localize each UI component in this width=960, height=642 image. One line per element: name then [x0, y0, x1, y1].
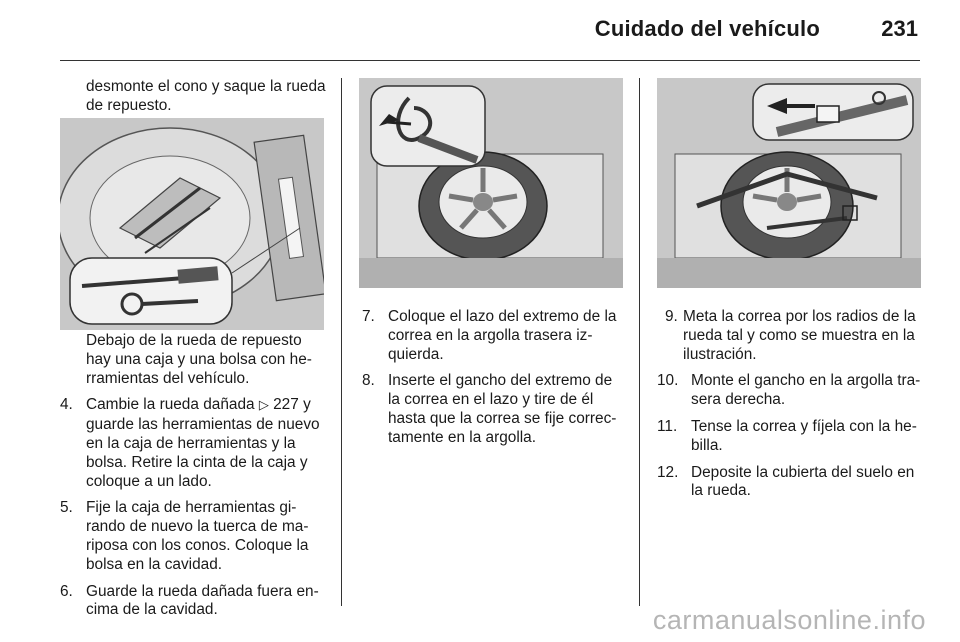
- steps-list-col1: [60, 396, 326, 620]
- step-number: 10.: [657, 372, 679, 390]
- header-rule: [60, 60, 920, 61]
- spare-wheel-tools-illustration: [60, 118, 324, 330]
- list-item: [657, 464, 923, 502]
- step-text: Guarde la rueda dañada fuera en-cima de la cavidad.: [86, 582, 319, 619]
- step-number: 4.: [60, 396, 73, 414]
- step-text: Inserte el gancho del extremo de la correa en el lazo y tire de él hasta que la correa se fije correc-tamente en la argolla.: [388, 372, 617, 446]
- step-text: Deposite la cubierta del suelo en la rueda.: [691, 463, 915, 500]
- list-item: [60, 499, 326, 574]
- strap-loop-illustration: [359, 78, 623, 288]
- step-text: 227 y guarde las herramientas de nuevo en la caja de herramientas y la bolsa. Retire la cinta de la caja y coloque a un lado.: [86, 396, 320, 490]
- step-number: 12.: [657, 463, 679, 481]
- step-number: 7.: [362, 308, 375, 325]
- strap-tension-illustration: [657, 78, 921, 288]
- step-number: 11.: [657, 417, 678, 435]
- column1-intro: [86, 78, 326, 116]
- page-number: 231: [881, 16, 918, 41]
- step-text: Meta la correa por los radios de la rueda tal y como se muestra en la ilustración.: [683, 308, 916, 363]
- step-number: 9.: [665, 308, 678, 325]
- column1-body: [60, 332, 326, 620]
- step-text: Cambie la rueda dañada: [86, 396, 259, 414]
- list-item: [362, 372, 626, 447]
- column3-body: [657, 300, 923, 501]
- list-item: [657, 308, 923, 364]
- list-item: [60, 396, 326, 491]
- step-number: 8.: [362, 372, 375, 390]
- steps-list-col2: [362, 308, 626, 448]
- list-item: [60, 583, 326, 621]
- column2-body: [362, 300, 626, 448]
- step-text: Tense la correa y fíjela con la he-billa.: [691, 417, 917, 454]
- step-number: 5.: [60, 499, 73, 517]
- step-number: 6.: [60, 582, 73, 600]
- column-divider: [341, 78, 342, 606]
- list-item: [657, 372, 923, 410]
- column-divider: [639, 78, 640, 606]
- step-text: Fije la caja de herramientas gi-rando de nuevo la tuerca de ma-riposa con los conos. Coloque la bolsa en la cavidad.: [86, 499, 309, 573]
- triangle-reference-icon: ▷: [258, 398, 269, 414]
- list-item: [362, 308, 626, 364]
- steps-list-col3: [657, 308, 923, 501]
- intro-text: desmonte el cono y saque la rueda de repuesto.: [86, 78, 326, 114]
- list-item: [657, 418, 923, 456]
- under-spare-text: Debajo de la rueda de repuesto hay una caja y una bolsa con he-rramientas del vehículo.: [86, 332, 312, 387]
- step-text: Coloque el lazo del extremo de la correa en la argolla trasera iz-quierda.: [388, 308, 617, 363]
- step-text: Monte el gancho en la argolla tra-sera derecha.: [691, 372, 921, 409]
- page-title: Cuidado del vehículo: [594, 16, 820, 41]
- watermark: carmanualsonline.info: [652, 605, 926, 635]
